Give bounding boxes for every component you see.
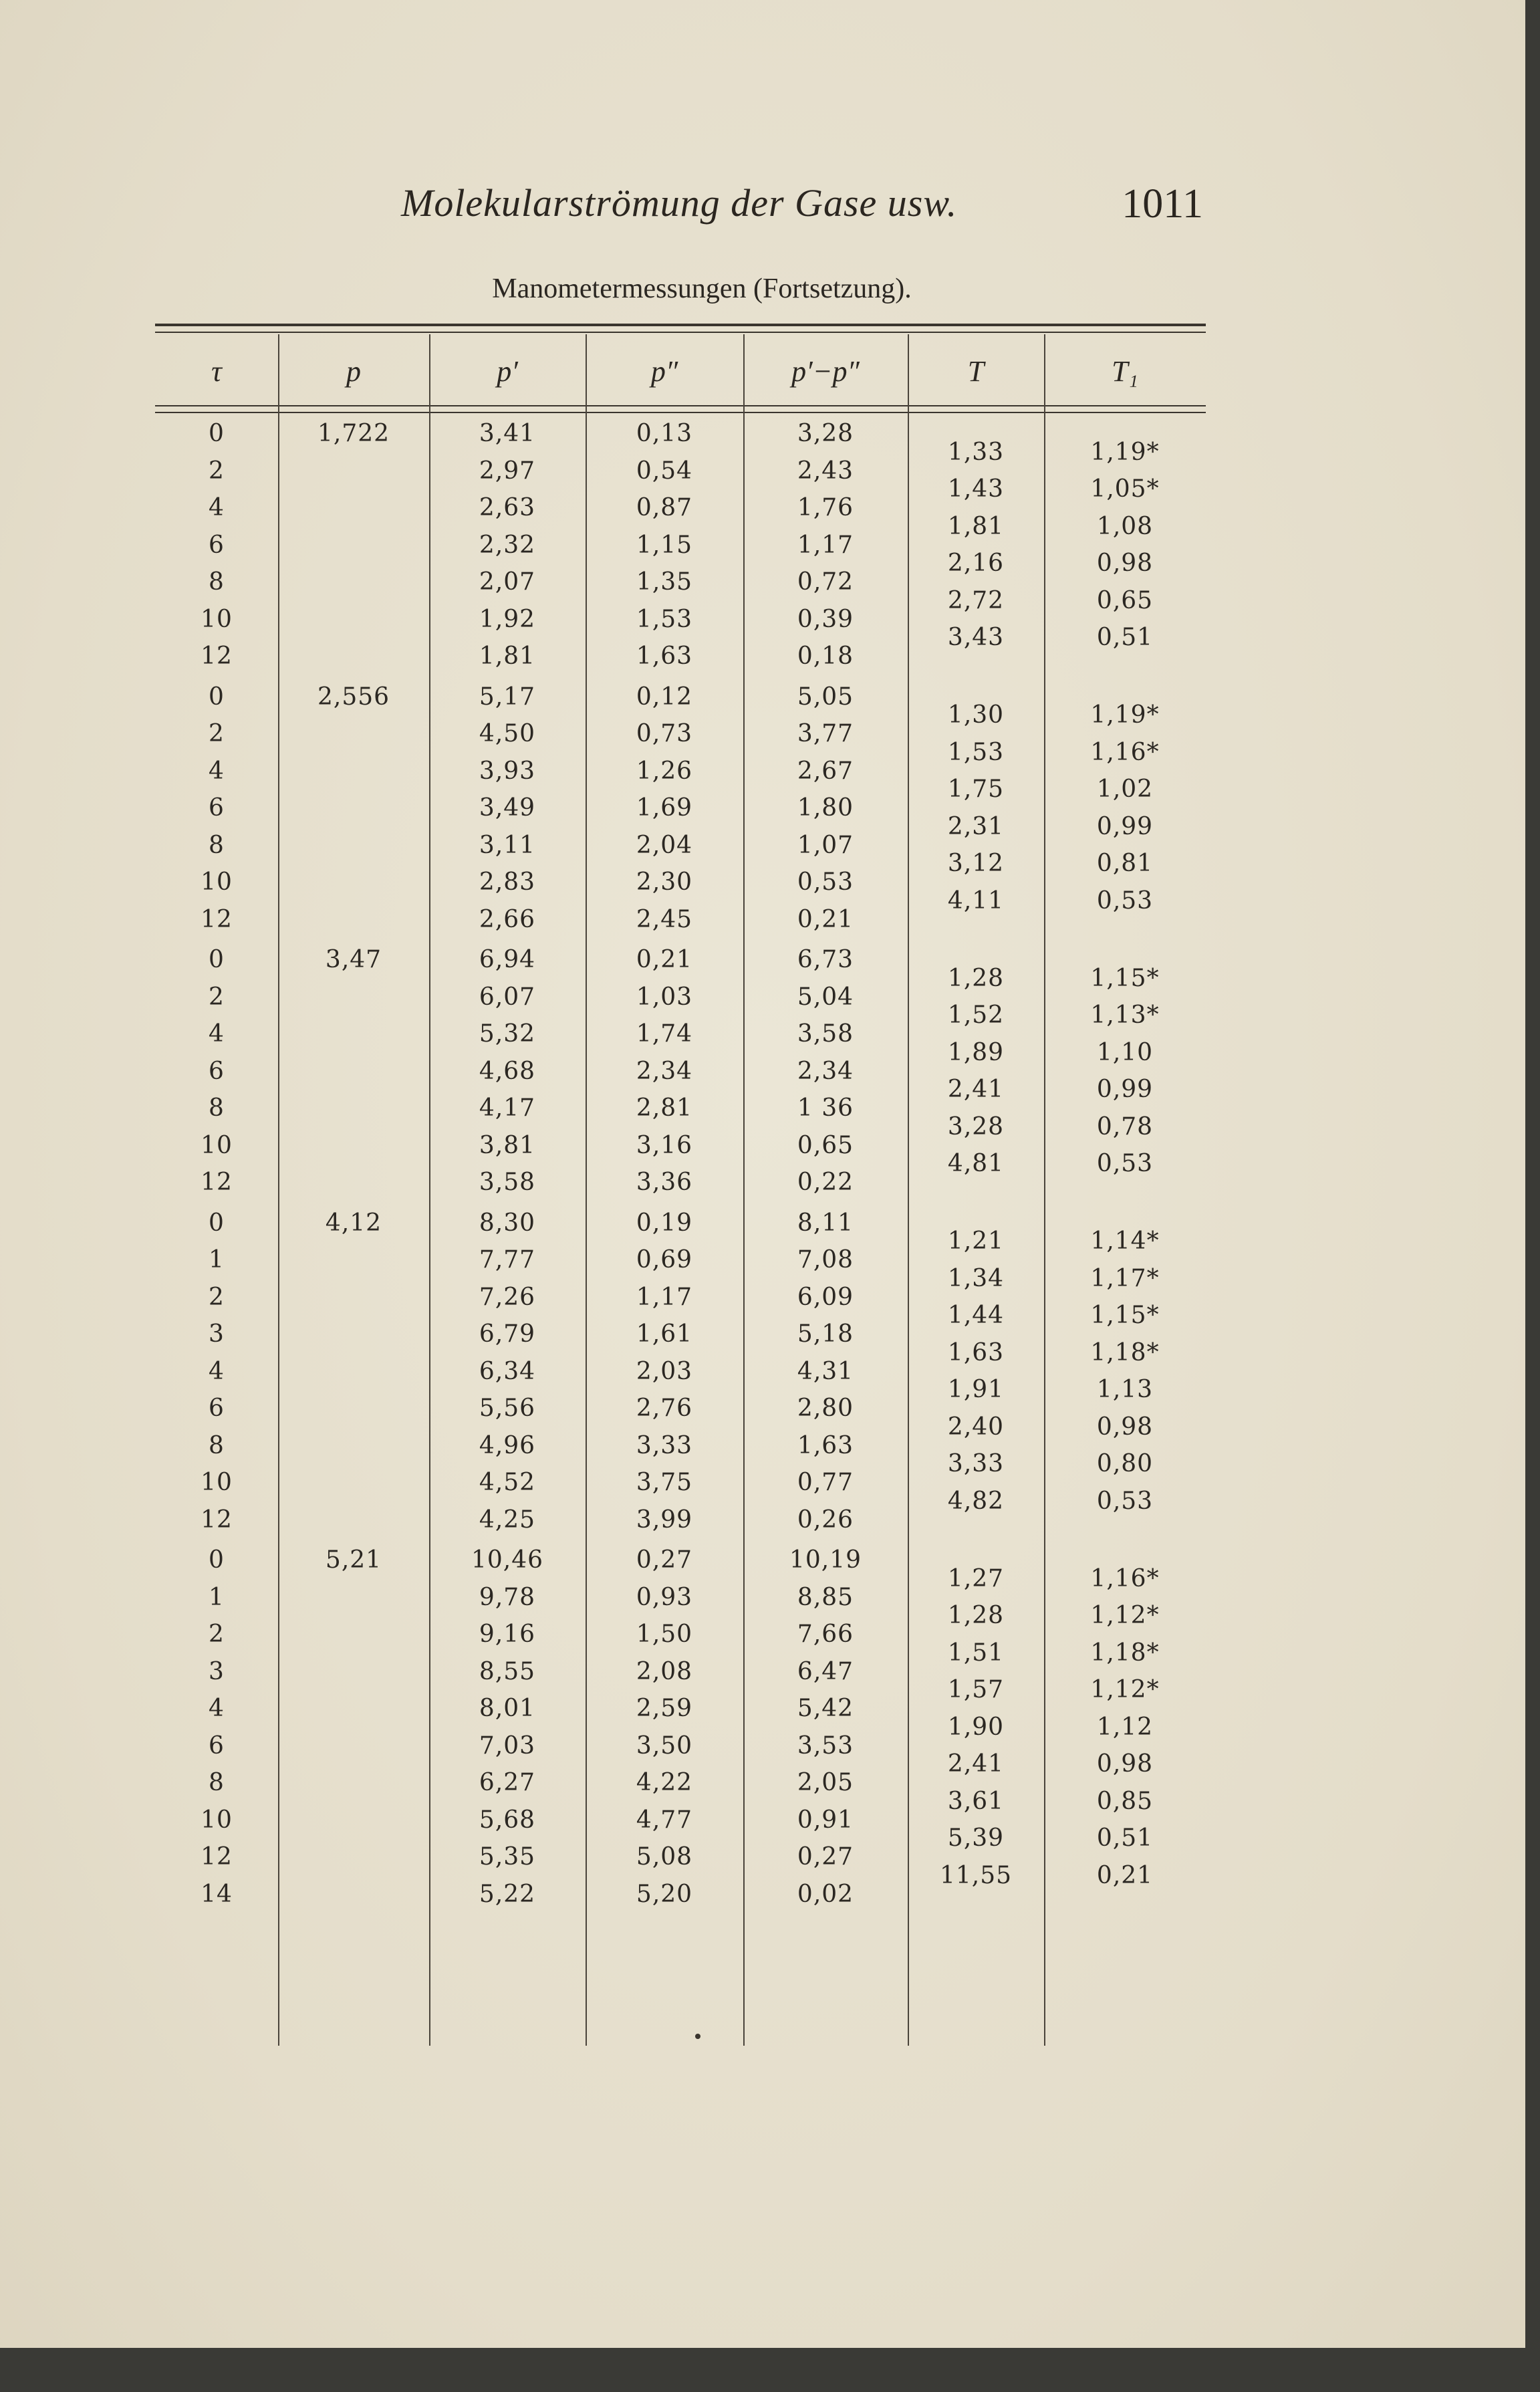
cell-p-prime: 5,35 xyxy=(479,1843,536,1871)
cell-T1: 0,99 xyxy=(1096,1076,1154,1104)
cell-tau: 0 xyxy=(209,420,225,447)
cell-tau: 0 xyxy=(209,1546,225,1574)
cell-T: 3,33 xyxy=(947,1450,1005,1478)
cell-T1: 1,12 xyxy=(1096,1713,1154,1741)
cell-tau: 10 xyxy=(201,1806,233,1834)
cell-p-double-prime: 5,20 xyxy=(636,1880,693,1908)
cell-p-double-prime: 0,87 xyxy=(636,494,693,521)
cell-T: 1,52 xyxy=(947,1001,1005,1030)
cell-p-difference: 3,77 xyxy=(797,720,854,747)
cell-p-difference: 1,80 xyxy=(797,794,854,822)
column-header-p-double-prime: p″ xyxy=(650,355,678,388)
cell-p-prime: 8,30 xyxy=(479,1209,536,1237)
cell-T1: 0,98 xyxy=(1096,1750,1154,1778)
cell-T: 1,34 xyxy=(947,1264,1005,1292)
column-header-p: p xyxy=(346,355,361,388)
cell-p-difference: 0,77 xyxy=(797,1469,854,1496)
cell-tau: 12 xyxy=(201,1169,233,1196)
cell-p-prime: 4,25 xyxy=(479,1506,536,1534)
cell-T1: 1,18* xyxy=(1090,1338,1160,1366)
table-top-rule-thin xyxy=(155,332,1206,333)
cell-T1: 1,13* xyxy=(1090,1001,1160,1030)
cell-T: 1,91 xyxy=(947,1376,1005,1404)
cell-T1: 0,98 xyxy=(1096,1413,1154,1441)
cell-p-double-prime: 0,12 xyxy=(636,683,693,711)
cell-T: 2,41 xyxy=(947,1076,1005,1104)
cell-p-difference: 7,08 xyxy=(797,1246,854,1274)
cell-p-difference: 5,18 xyxy=(797,1320,854,1348)
cell-p-double-prime: 2,59 xyxy=(636,1695,693,1722)
cell-p-prime: 1,92 xyxy=(479,605,536,633)
cell-p-prime: 7,03 xyxy=(479,1731,536,1760)
cell-T: 1,57 xyxy=(947,1676,1005,1704)
cell-tau: 2 xyxy=(209,983,225,1011)
cell-T1: 1,16* xyxy=(1090,738,1160,766)
cell-T: 1,28 xyxy=(947,1602,1005,1630)
cell-tau: 8 xyxy=(209,831,225,859)
table-top-rule xyxy=(155,324,1206,326)
cell-T: 3,61 xyxy=(947,1787,1005,1815)
cell-T: 2,40 xyxy=(947,1413,1005,1441)
cell-p-double-prime: 3,99 xyxy=(636,1506,693,1534)
page-number: 1011 xyxy=(1122,181,1203,227)
cell-p-prime: 2,97 xyxy=(479,457,536,485)
cell-T1: 0,65 xyxy=(1096,586,1154,614)
cell-T1: 0,51 xyxy=(1096,624,1154,652)
cell-pressure-p: 1,722 xyxy=(317,420,390,447)
cell-pressure-p: 3,47 xyxy=(325,946,382,973)
cell-p-double-prime: 1,53 xyxy=(636,605,693,633)
cell-T: 11,55 xyxy=(939,1861,1013,1889)
cell-p-difference: 5,05 xyxy=(797,683,854,711)
cell-p-prime: 5,32 xyxy=(479,1020,536,1048)
cell-p-difference: 0,18 xyxy=(797,642,854,670)
column-header-p-difference: p′−p″ xyxy=(791,355,860,388)
cell-p-prime: 6,27 xyxy=(479,1769,536,1796)
cell-p-difference: 1 36 xyxy=(797,1094,854,1122)
cell-tau: 4 xyxy=(209,1695,225,1722)
cell-p-prime: 2,63 xyxy=(479,494,536,521)
cell-p-prime: 4,96 xyxy=(479,1431,536,1459)
cell-p-prime: 5,56 xyxy=(479,1395,536,1422)
cell-p-double-prime: 1,74 xyxy=(636,1020,693,1048)
header-bottom-rule xyxy=(155,405,1206,406)
cell-T: 2,72 xyxy=(947,586,1005,614)
cell-p-prime: 6,07 xyxy=(479,983,536,1011)
cell-p-difference: 1,07 xyxy=(797,831,854,859)
cell-T: 1,89 xyxy=(947,1038,1005,1066)
cell-p-prime: 4,68 xyxy=(479,1057,536,1085)
cell-T: 4,81 xyxy=(947,1150,1005,1178)
cell-p-prime: 1,81 xyxy=(479,642,536,670)
cell-pressure-p: 5,21 xyxy=(325,1546,382,1574)
cell-T1: 1,02 xyxy=(1096,775,1154,804)
cell-p-double-prime: 0,21 xyxy=(636,946,693,973)
cell-T1: 0,53 xyxy=(1096,1150,1154,1178)
cell-T1: 1,05* xyxy=(1090,475,1160,503)
cell-p-double-prime: 2,76 xyxy=(636,1395,693,1422)
cell-tau: 10 xyxy=(201,1131,233,1159)
cell-T1: 0,21 xyxy=(1096,1861,1154,1889)
cell-p-difference: 0,72 xyxy=(797,568,854,596)
cell-p-difference: 0,39 xyxy=(797,605,854,633)
cell-p-double-prime: 0,13 xyxy=(636,420,693,447)
cell-tau: 12 xyxy=(201,1843,233,1871)
cell-p-prime: 3,93 xyxy=(479,757,536,785)
cell-T: 2,31 xyxy=(947,812,1005,840)
cell-p-prime: 8,01 xyxy=(479,1695,536,1722)
cell-T: 2,41 xyxy=(947,1750,1005,1778)
cell-p-difference: 2,05 xyxy=(797,1769,854,1796)
cell-p-prime: 3,58 xyxy=(479,1169,536,1196)
column-header-tau: τ xyxy=(211,355,222,388)
cell-p-double-prime: 4,22 xyxy=(636,1769,693,1796)
cell-T: 1,28 xyxy=(947,964,1005,992)
cell-p-double-prime: 3,16 xyxy=(636,1131,693,1159)
cell-tau: 6 xyxy=(209,1731,225,1760)
cell-p-double-prime: 2,81 xyxy=(636,1094,693,1122)
cell-p-difference: 2,34 xyxy=(797,1057,854,1085)
cell-T: 1,81 xyxy=(947,512,1005,540)
cell-p-prime: 6,79 xyxy=(479,1320,536,1348)
cell-p-double-prime: 3,36 xyxy=(636,1169,693,1196)
cell-p-double-prime: 1,50 xyxy=(636,1621,693,1648)
cell-p-prime: 3,41 xyxy=(479,420,536,447)
cell-p-difference: 1,17 xyxy=(797,531,854,559)
cell-p-difference: 2,80 xyxy=(797,1395,854,1422)
cell-tau: 8 xyxy=(209,1431,225,1459)
cell-T1: 0,81 xyxy=(1096,850,1154,878)
header-bottom-rule-thin xyxy=(155,412,1206,413)
cell-p-double-prime: 3,33 xyxy=(636,1431,693,1459)
table-caption: Manometermessungen (Fortsetzung). xyxy=(492,273,912,304)
cell-p-double-prime: 2,30 xyxy=(636,868,693,896)
cell-T: 1,30 xyxy=(947,701,1005,729)
cell-p-double-prime: 1,35 xyxy=(636,568,693,596)
cell-tau: 6 xyxy=(209,531,225,559)
cell-p-difference: 0,02 xyxy=(797,1880,854,1908)
cell-T: 1,75 xyxy=(947,775,1005,804)
cell-tau: 10 xyxy=(201,1469,233,1496)
cell-T: 1,43 xyxy=(947,475,1005,503)
cell-T: 4,82 xyxy=(947,1487,1005,1515)
cell-T: 5,39 xyxy=(947,1824,1005,1852)
cell-p-prime: 10,46 xyxy=(471,1546,544,1574)
cell-p-difference: 0,21 xyxy=(797,905,854,933)
cell-p-difference: 8,85 xyxy=(797,1583,854,1611)
cell-p-difference: 7,66 xyxy=(797,1621,854,1648)
cell-T1: 1,10 xyxy=(1096,1038,1154,1066)
cell-p-double-prime: 1,63 xyxy=(636,642,693,670)
cell-p-difference: 5,42 xyxy=(797,1695,854,1722)
cell-p-difference: 0,91 xyxy=(797,1806,854,1834)
cell-p-prime: 9,78 xyxy=(479,1583,536,1611)
cell-p-double-prime: 0,73 xyxy=(636,720,693,747)
cell-T1: 0,53 xyxy=(1096,886,1154,915)
cell-p-difference: 6,73 xyxy=(797,946,854,973)
cell-T1: 0,99 xyxy=(1096,812,1154,840)
cell-T: 1,27 xyxy=(947,1564,1005,1592)
cell-T: 1,53 xyxy=(947,738,1005,766)
cell-T1: 0,98 xyxy=(1096,550,1154,578)
cell-p-difference: 3,28 xyxy=(797,420,854,447)
cell-p-difference: 1,63 xyxy=(797,1431,854,1459)
cell-T1: 1,17* xyxy=(1090,1264,1160,1292)
cell-T1: 1,15* xyxy=(1090,1302,1160,1330)
cell-T1: 1,13 xyxy=(1096,1376,1154,1404)
cell-T: 1,51 xyxy=(947,1639,1005,1667)
cell-T1: 0,85 xyxy=(1096,1787,1154,1815)
cell-p-difference: 3,58 xyxy=(797,1020,854,1048)
column-header-T1: T₁ xyxy=(1112,355,1138,388)
cell-p-double-prime: 1,69 xyxy=(636,794,693,822)
cell-p-double-prime: 0,93 xyxy=(636,1583,693,1611)
cell-tau: 6 xyxy=(209,794,225,822)
cell-p-difference: 0,53 xyxy=(797,868,854,896)
cell-tau: 3 xyxy=(209,1657,225,1685)
cell-p-prime: 6,34 xyxy=(479,1357,536,1385)
column-header-p-prime: p′ xyxy=(497,355,518,388)
cell-p-difference: 0,65 xyxy=(797,1131,854,1159)
cell-p-difference: 2,67 xyxy=(797,757,854,785)
cell-p-prime: 3,49 xyxy=(479,794,536,822)
cell-tau: 8 xyxy=(209,1769,225,1796)
cell-T1: 0,78 xyxy=(1096,1112,1154,1141)
cell-T1: 1,12* xyxy=(1090,1676,1160,1704)
cell-T1: 1,14* xyxy=(1090,1227,1160,1255)
scan-border-right xyxy=(1525,0,1540,2392)
cell-tau: 12 xyxy=(201,1506,233,1534)
cell-T: 1,44 xyxy=(947,1302,1005,1330)
cell-p-double-prime: 3,75 xyxy=(636,1469,693,1496)
cell-p-double-prime: 0,19 xyxy=(636,1209,693,1237)
cell-tau: 12 xyxy=(201,642,233,670)
cell-T1: 1,15* xyxy=(1090,964,1160,992)
cell-p-prime: 5,22 xyxy=(479,1880,536,1908)
cell-T1: 1,12* xyxy=(1090,1602,1160,1630)
cell-T: 4,11 xyxy=(947,886,1005,915)
cell-T: 2,16 xyxy=(947,550,1005,578)
cell-p-double-prime: 2,34 xyxy=(636,1057,693,1085)
cell-p-difference: 6,09 xyxy=(797,1283,854,1311)
scan-border-bottom xyxy=(0,2348,1540,2392)
cell-pressure-p: 4,12 xyxy=(325,1209,382,1237)
cell-tau: 8 xyxy=(209,568,225,596)
cell-p-double-prime: 1,15 xyxy=(636,531,693,559)
cell-p-double-prime: 0,27 xyxy=(636,1546,693,1574)
cell-T: 3,12 xyxy=(947,850,1005,878)
cell-p-difference: 10,19 xyxy=(789,1546,862,1574)
cell-T: 1,21 xyxy=(947,1227,1005,1255)
cell-p-prime: 2,66 xyxy=(479,905,536,933)
cell-tau: 4 xyxy=(209,494,225,521)
cell-p-double-prime: 1,17 xyxy=(636,1283,693,1311)
cell-p-difference: 6,47 xyxy=(797,1657,854,1685)
running-title: Molekularströmung der Gase usw. xyxy=(401,181,958,225)
column-divider xyxy=(278,334,279,2046)
cell-p-prime: 3,81 xyxy=(479,1131,536,1159)
cell-tau: 0 xyxy=(209,946,225,973)
cell-p-double-prime: 2,08 xyxy=(636,1657,693,1685)
cell-p-prime: 4,50 xyxy=(479,720,536,747)
cell-tau: 4 xyxy=(209,757,225,785)
cell-p-prime: 6,94 xyxy=(479,946,536,973)
cell-p-prime: 5,68 xyxy=(479,1806,536,1834)
cell-T1: 0,53 xyxy=(1096,1487,1154,1515)
cell-T: 3,28 xyxy=(947,1112,1005,1141)
cell-T1: 1,18* xyxy=(1090,1639,1160,1667)
cell-p-double-prime: 0,69 xyxy=(636,1246,693,1274)
cell-p-difference: 0,22 xyxy=(797,1169,854,1196)
cell-p-double-prime: 3,50 xyxy=(636,1731,693,1760)
cell-tau: 2 xyxy=(209,1621,225,1648)
cell-p-double-prime: 0,54 xyxy=(636,457,693,485)
cell-tau: 1 xyxy=(209,1583,225,1611)
cell-tau: 2 xyxy=(209,720,225,747)
cell-T1: 1,19* xyxy=(1090,438,1160,466)
cell-p-double-prime: 1,26 xyxy=(636,757,693,785)
cell-tau: 14 xyxy=(201,1880,233,1908)
cell-tau: 2 xyxy=(209,1283,225,1311)
cell-tau: 2 xyxy=(209,457,225,485)
cell-p-double-prime: 4,77 xyxy=(636,1806,693,1834)
cell-p-double-prime: 1,61 xyxy=(636,1320,693,1348)
cell-tau: 10 xyxy=(201,605,233,633)
cell-p-prime: 7,77 xyxy=(479,1246,536,1274)
cell-p-prime: 8,55 xyxy=(479,1657,536,1685)
cell-tau: 4 xyxy=(209,1020,225,1048)
cell-p-prime: 2,32 xyxy=(479,531,536,559)
cell-p-difference: 0,26 xyxy=(797,1506,854,1534)
cell-p-prime: 9,16 xyxy=(479,1621,536,1648)
cell-tau: 0 xyxy=(209,1209,225,1237)
cell-p-prime: 5,17 xyxy=(479,683,536,711)
cell-tau: 4 xyxy=(209,1357,225,1385)
cell-p-difference: 2,43 xyxy=(797,457,854,485)
cell-p-prime: 2,83 xyxy=(479,868,536,896)
cell-p-difference: 4,31 xyxy=(797,1357,854,1385)
cell-tau: 6 xyxy=(209,1395,225,1422)
cell-p-prime: 4,52 xyxy=(479,1469,536,1496)
cell-p-prime: 3,11 xyxy=(479,831,536,859)
cell-p-double-prime: 2,45 xyxy=(636,905,693,933)
running-head xyxy=(401,181,1203,234)
cell-tau: 8 xyxy=(209,1094,225,1122)
cell-p-double-prime: 2,04 xyxy=(636,831,693,859)
cell-p-double-prime: 5,08 xyxy=(636,1843,693,1871)
column-header-T: T xyxy=(967,355,985,388)
cell-p-difference: 5,04 xyxy=(797,983,854,1011)
cell-T: 1,63 xyxy=(947,1338,1005,1366)
print-speck xyxy=(695,2034,700,2039)
cell-tau: 0 xyxy=(209,683,225,711)
cell-p-difference: 1,76 xyxy=(797,494,854,521)
cell-pressure-p: 2,556 xyxy=(317,683,390,711)
cell-p-prime: 7,26 xyxy=(479,1283,536,1311)
cell-p-difference: 0,27 xyxy=(797,1843,854,1871)
cell-T: 1,33 xyxy=(947,438,1005,466)
cell-tau: 1 xyxy=(209,1246,225,1274)
cell-tau: 12 xyxy=(201,905,233,933)
cell-tau: 10 xyxy=(201,868,233,896)
cell-p-prime: 2,07 xyxy=(479,568,536,596)
cell-p-difference: 3,53 xyxy=(797,1731,854,1760)
cell-p-difference: 8,11 xyxy=(797,1209,854,1237)
cell-T1: 0,80 xyxy=(1096,1450,1154,1478)
cell-T1: 1,16* xyxy=(1090,1564,1160,1592)
cell-p-prime: 4,17 xyxy=(479,1094,536,1122)
cell-p-double-prime: 2,03 xyxy=(636,1357,693,1385)
cell-T: 1,90 xyxy=(947,1713,1005,1741)
cell-tau: 6 xyxy=(209,1057,225,1085)
cell-T1: 1,08 xyxy=(1096,512,1154,540)
cell-T1: 1,19* xyxy=(1090,701,1160,729)
cell-tau: 3 xyxy=(209,1320,225,1348)
cell-p-double-prime: 1,03 xyxy=(636,983,693,1011)
cell-T1: 0,51 xyxy=(1096,1824,1154,1852)
cell-T: 3,43 xyxy=(947,624,1005,652)
